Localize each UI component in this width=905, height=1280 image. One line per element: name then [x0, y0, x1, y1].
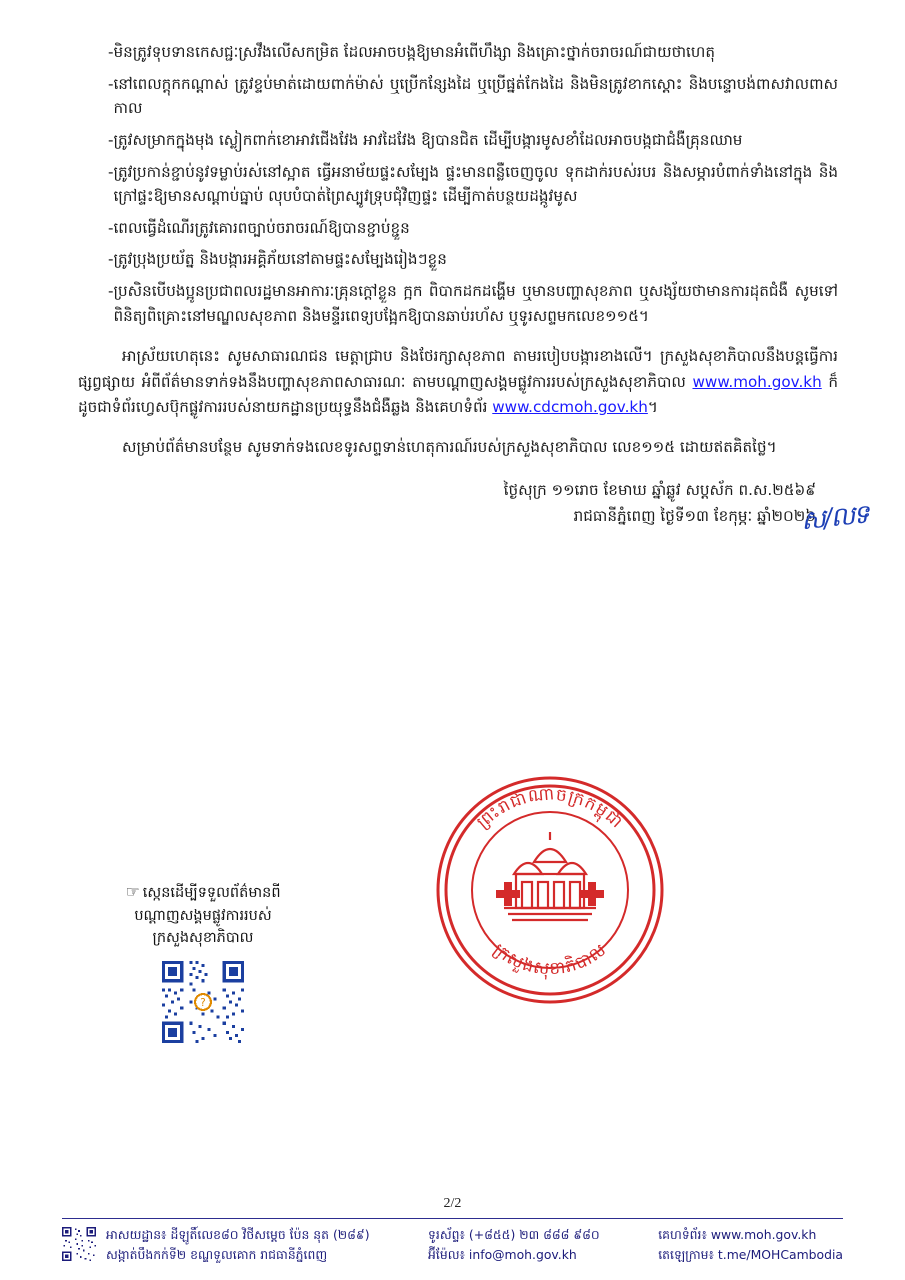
closing-paragraph-2-wrap [78, 435, 838, 461]
list-item [78, 160, 838, 209]
footer-contact [428, 1225, 600, 1265]
bullet-marker: - [108, 250, 114, 269]
closing-paragraph-1 [78, 344, 838, 421]
footer-address [106, 1225, 370, 1265]
bullet-text: ពេលធ្វើដំណើរត្រូវគោរពច្បាប់ចរាចរណ៍ឱ្យបានខ្ជាប់ខ្ជួន [113, 218, 410, 237]
date-line-2: រាជធានីភ្នំពេញ ថ្ងៃទី១៣ ខែកុម្ភៈ ឆ្នាំ២០២៦ [573, 507, 816, 526]
bullet-marker: - [108, 282, 114, 300]
qr-note-line-2: បណ្ដាញសង្គមផ្លូវការរបស់ [134, 907, 272, 924]
footer-email-value[interactable]: info@moh.gov.kh [468, 1247, 577, 1263]
moh-website-link[interactable]: www.moh.gov.kh [692, 372, 822, 391]
date-line-2-wrap [573, 499, 870, 537]
paragraph-text-post: ។ [647, 398, 658, 417]
svg-text:?: ? [200, 996, 206, 1009]
closing-paragraph-1-wrap [78, 344, 838, 421]
qr-note-line-1: ស្កេនដើម្បីទទួលព័ត៌មានពី [142, 885, 281, 901]
cdcmoh-website-link[interactable]: www.cdcmoh.gov.kh [492, 398, 648, 417]
bullet-marker: - [108, 218, 114, 237]
footer-phone-value: (+៨៥៥) ២៣ ៨៨៨ ៩៨០ [468, 1227, 600, 1242]
bullet-text: នៅពេលក្តុកកណ្តាស់ ត្រូវខ្ទប់មាត់ដោយពាក់ម៉ាស់ ឬប្រើកន្សែងដៃ ឬប្រើផ្នត់កែងដៃ និងមិនត្រូវខាកស្តោះ និងបន្ទោបង់ពាសវាលពាសកាល [113, 74, 838, 118]
official-seal [430, 770, 670, 1010]
bullet-list [78, 40, 838, 328]
footer-phone-label: ទូរស័ព្ទ៖ [428, 1227, 465, 1242]
bullet-text: ប្រសិនបើបងប្អូនប្រជាពលរដ្ឋមានអាការៈគ្រុនក្ដៅខ្លួន ក្អក ពិបាកដកដង្ហើម ឬមានបញ្ហាសុខភាព ឬសង្ស័យថាមានការដុតជំងឺ សូមទៅពិនិត្យពិគ្រោះនៅមណ្ឌលសុខភាព និងមន្ទីរពេទ្យបង្អែកឱ្យបានឆាប់រហ័ស ឬទូរសព្ទមកលេខ១១៥។ [113, 282, 838, 325]
footer-phone-row [428, 1225, 600, 1245]
footer-address-value-2: សង្កាត់បឹងកក់ទី២ ខណ្ឌទួលគោក រាជធានីភ្នំពេញ [106, 1247, 328, 1263]
footer-website-value[interactable]: www.moh.gov.kh [710, 1227, 817, 1242]
bullet-marker: - [108, 162, 114, 181]
footer-address-label: អាសយដ្ឋាន៖ [106, 1227, 167, 1242]
footer-website-row [658, 1225, 843, 1245]
list-item [78, 40, 838, 65]
footer-telegram-label: តេឡេក្រាម៖ [658, 1247, 714, 1263]
bullet-marker: - [108, 74, 114, 93]
footer-email-row [428, 1245, 600, 1265]
bullet-text: មិនត្រូវទុបទានកេសជ្ជៈស្រវឹងលើសកម្រិត ដែលអាចបង្កឱ្យមានអំពើហឹង្សា និងគ្រោះថ្នាក់ចរាចរណ៍ជាយថាហេតុ [113, 43, 715, 61]
footer-telegram-row [658, 1245, 843, 1265]
footer-website-label: គេហទំព័រ៖ [658, 1227, 707, 1242]
footer-telegram-value[interactable]: t.me/MOHCambodia [717, 1247, 843, 1263]
bullet-text: ត្រូវប្រកាន់ខ្ជាប់នូវទម្លាប់រស់នៅស្អាត ធ្វើអនាម័យផ្ទះសម្បែង ផ្ទះមានពន្លឺចេញចូល ទុកដាក់របស់របរ និងសម្ភារបំពាក់ទាំងនៅក្នុង និងក្រៅផ្ទះឱ្យមានសណ្ដាប់ធ្នាប់ លុបបំបាត់ព្រៃស្បូវទ្រុបជុំវិញផ្ទះ ដើម្បីកាត់បន្ថយដង្កូវមូស [113, 162, 838, 206]
footer-email-label: អ៊ីម៉ែល៖ [428, 1247, 465, 1263]
footer-web [658, 1225, 843, 1265]
list-item [78, 279, 838, 328]
footer-columns [106, 1225, 843, 1265]
pointing-hand-icon: ☞ [125, 882, 140, 901]
date-line-1: ថ្ងៃសុក្រ ១១រោច ខែមាឃ ឆ្នាំឆ្លូវ សប្តស័ក ព.ស.២៥៦៩ [503, 481, 816, 500]
qr-note-line-1-wrap [88, 880, 318, 905]
paragraph-text-pre: អាស្រ័យហេតុនេះ សូមសាធារណជន មេត្តាជ្រាប និងថែរក្សាសុខភាព តាមរបៀបបង្ការខាងលើ។ ក្រសួងសុខាភិបាលនឹងបន្តធ្វើការផ្សព្វផ្សាយ អំពីព័ត៌មានទាក់ទងនឹងបញ្ហាសុខភាពសាធារណៈ តាមបណ្ដាញសង្គមផ្លូវការរបស់ក្រសួងសុខាភិបាល [78, 347, 838, 391]
bullet-text: ត្រូវសម្រាកក្នុងមុង ស្លៀកពាក់ខោអាវជើងវែង អាវដៃវែង ឱ្យបានជិត ដើម្បីបង្ការមូសខាំដែលអាចបង្កជាជំងឺគ្រុនឈាម [113, 130, 743, 149]
bullet-marker: - [108, 130, 114, 149]
bullet-text: ត្រូវប្រុងប្រយ័ត្ន និងបង្ការអគ្គិភ័យនៅតាមផ្ទះសម្បែងរៀងៗខ្លួន [113, 250, 447, 269]
svg-text:ព្រះរាជាណាចក្រកម្ពុជា: ព្រះរាជាណាចក្រកម្ពុជា [473, 784, 628, 833]
date-block [78, 478, 870, 537]
footer-qr-code[interactable] [62, 1227, 96, 1261]
paragraph-text-mid: ក៏ដូចជាទំព័រហ្វេសប៊ុកផ្លូវការរបស់នាយកដ្ឋានប្រយុទ្ធនឹងជំងឺឆ្លង និងគេហទំព័រ [78, 372, 838, 417]
qr-note-block [88, 880, 318, 1046]
svg-text:ក្រសួងសុខាភិបាល: ក្រសួងសុខាភិបាល [489, 939, 611, 980]
qr-code-main[interactable] [159, 958, 247, 1046]
list-item [78, 247, 838, 272]
list-item [78, 128, 838, 153]
page-number: 2/2 [443, 1196, 462, 1211]
list-item [78, 72, 838, 121]
footer-address-value-1: ដីឡូតិ៍លេខ៨០ វិថីសម្ដេច ប៉ែន នុត (២៨៩) [170, 1227, 370, 1242]
page-footer [62, 1218, 843, 1265]
qr-note-line-3: ក្រសួងសុខាភិបាល [152, 930, 254, 947]
list-item [78, 216, 838, 241]
document-body [78, 40, 870, 537]
closing-paragraph-2: សម្រាប់ព័ត៌មានបន្ថែម សូមទាក់ទងលេខទូរសព្ទទាន់ហេតុការណ៍របស់ក្រសួងសុខាភិបាល លេខ១១៥ ដោយឥតគិតថ្លៃ។ [122, 437, 777, 456]
bullet-marker: - [108, 43, 114, 61]
footer-address-line-1 [106, 1225, 370, 1245]
signature-mark: ស/លទ [799, 499, 870, 537]
